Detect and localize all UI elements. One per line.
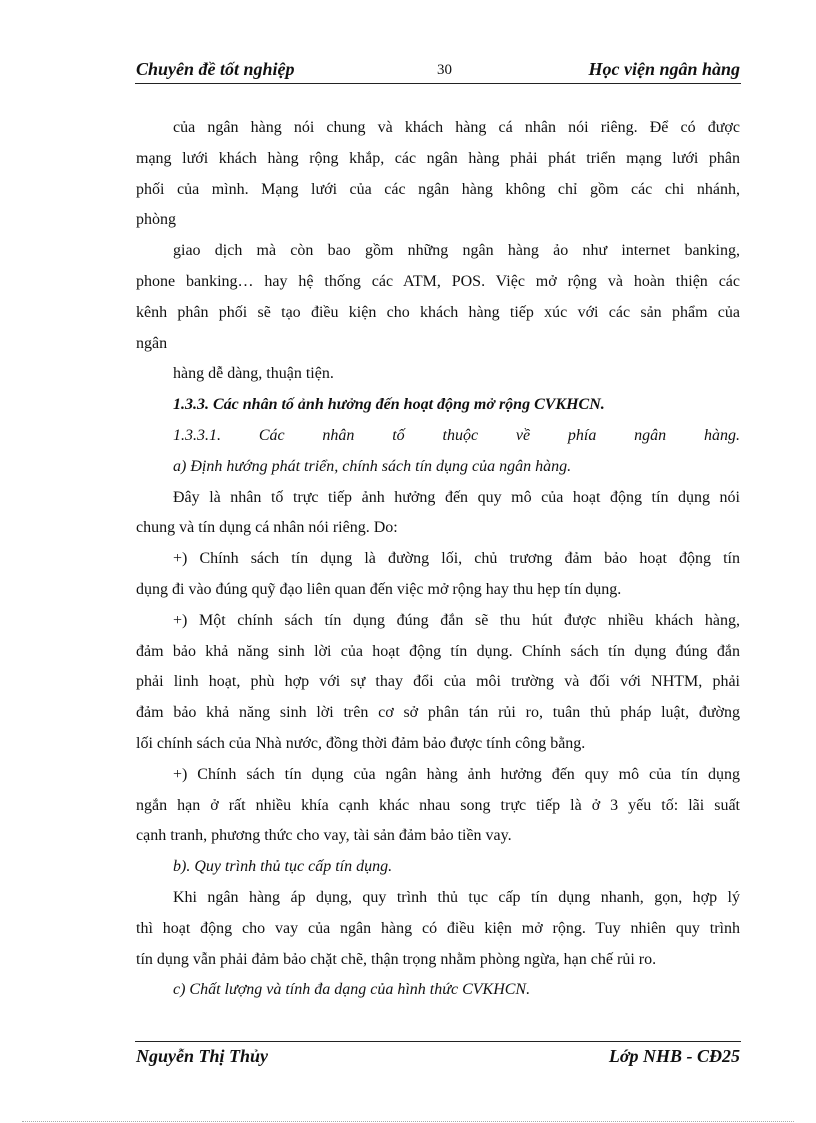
header-title: Chuyên đề tốt nghiệp: [136, 59, 295, 79]
item-heading: a) Định hướng phát triển, chính sách tín dụng của ngân hàng.: [173, 457, 572, 475]
subsection-heading: 1.3.3.1. Các nhân tố thuộc về phía ngân hàng.: [173, 426, 740, 444]
text-line: +) Một chính sách tín dụng đúng đắn sẽ thu hút được nhiều khách hàng,: [173, 611, 740, 629]
text-line: ngân: [136, 334, 168, 352]
text-line: +) Chính sách tín dụng là đường lối, chủ trương đảm bảo hoạt động tín: [173, 550, 740, 568]
text-line: đảm bảo khả năng sinh lời của hoạt động tín dụng. Chính sách tín dụng đúng đắn: [136, 642, 740, 660]
footer-rule: [135, 1041, 741, 1042]
item-heading: b). Quy trình thủ tục cấp tín dụng.: [173, 858, 393, 876]
section-heading: 1.3.3. Các nhân tố ảnh hưởng đến hoạt động mở rộng CVKHCN.: [173, 396, 605, 414]
text-line: đảm bảo khả năng sinh lời trên cơ sở phân tán rủi ro, tuân thủ pháp luật, đường: [136, 704, 740, 722]
text-line: giao dịch mà còn bao gồm những ngân hàng ảo như internet banking,: [173, 242, 740, 260]
item-heading: c) Chất lượng và tính đa dạng của hình thức CVKHCN.: [173, 981, 531, 999]
text-line: phải linh hoạt, phù hợp với sự thay đổi của môi trường và đối với NHTM, phải: [136, 673, 740, 691]
text-line: ngắn hạn ở rất nhiều khía cạnh khác nhau song trực tiếp là ở 3 yếu tố: lãi suất: [136, 796, 740, 814]
text-line: Khi ngân hàng áp dụng, quy trình thủ tục cấp tín dụng nhanh, gọn, hợp lý: [173, 888, 740, 906]
footer-author: Nguyễn Thị Thủy: [136, 1046, 269, 1066]
text-line: hàng dễ dàng, thuận tiện.: [173, 365, 334, 383]
text-line: phòng: [136, 211, 176, 229]
text-line: dụng đi vào đúng quỹ đạo liên quan đến việc mở rộng hay thu hẹp tín dụng.: [136, 580, 622, 598]
text-line: thì hoạt động cho vay của ngân hàng có điều kiện mở rộng. Tuy nhiên quy trình: [136, 919, 740, 937]
body-text: [136, 113, 740, 1006]
header-rule: [135, 83, 741, 84]
text-line: cạnh tranh, phương thức cho vay, tài sản đảm bảo tiền vay.: [136, 827, 512, 845]
text-line: của ngân hàng nói chung và khách hàng cá nhân nói riêng. Để có được: [173, 119, 740, 136]
header-institution: Học viện ngân hàng: [588, 59, 740, 79]
text-line: +) Chính sách tín dụng của ngân hàng ảnh hưởng đến quy mô của tín dụng: [173, 765, 740, 783]
page-number: 30: [437, 62, 452, 78]
text-line: Đây là nhân tố trực tiếp ảnh hưởng đến quy mô của hoạt động tín dụng nói: [173, 488, 740, 506]
footer-class: Lớp NHB - CĐ25: [608, 1046, 740, 1066]
page-bottom-border: [22, 1121, 794, 1122]
text-line: mạng lưới khách hàng rộng khắp, các ngân hàng phải phát triển mạng lưới phân: [136, 149, 740, 167]
text-line: phone banking… hay hệ thống các ATM, POS. Việc mở rộng và hoàn thiện các: [136, 272, 740, 290]
text-line: tín dụng vẫn phải đảm bảo chặt chẽ, thận trọng nhằm phòng ngừa, hạn chế rủi ro.: [136, 950, 657, 968]
text-line: chung và tín dụng cá nhân nói riêng. Do:: [136, 519, 398, 537]
text-line: lối chính sách của Nhà nước, đồng thời đảm bảo được tính công bằng.: [136, 734, 586, 752]
text-line: kênh phân phối sẽ tạo điều kiện cho khách hàng tiếp xúc với các sản phẩm của: [136, 303, 740, 321]
text-line: phối của mình. Mạng lưới của các ngân hàng không chỉ gồm các chi nhánh,: [136, 180, 740, 198]
